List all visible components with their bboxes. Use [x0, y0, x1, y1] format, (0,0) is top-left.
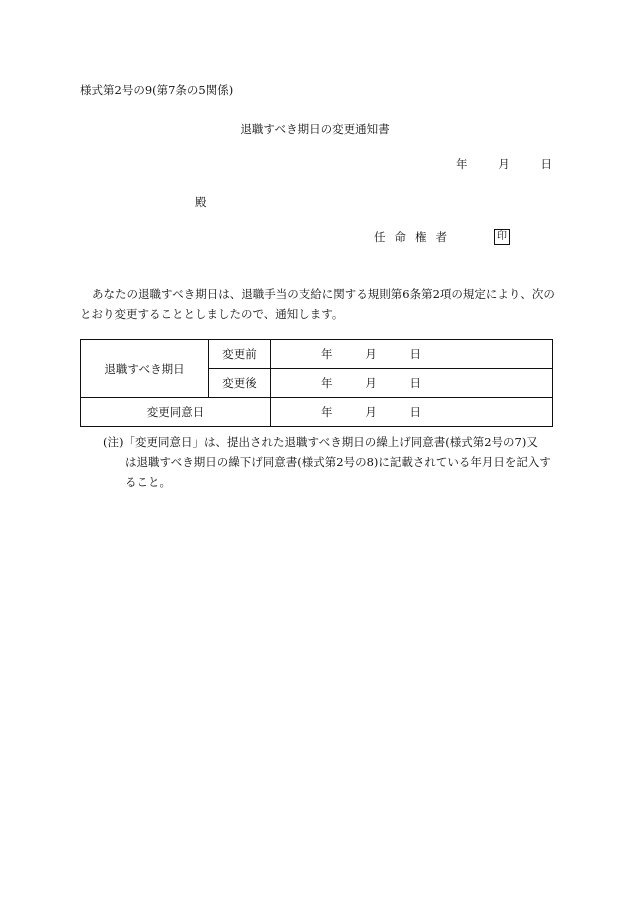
issue-date	[456, 156, 552, 172]
document-title: 退職すべき期日の変更通知書	[240, 122, 390, 136]
date-change-table	[80, 339, 553, 427]
note	[103, 432, 558, 492]
addressee-honorific: 殿	[195, 195, 207, 209]
year-label: 年	[321, 405, 333, 419]
issuer-title: 任命権者	[374, 230, 456, 244]
after-change-label: 変更後	[209, 369, 271, 398]
form-number: 様式第2号の9(第7条の5関係)	[80, 83, 234, 97]
note-first-line: (注)「変更同意日」は、提出された退職すべき期日の繰上げ同意書(様式第2号の7)又	[103, 435, 538, 449]
date-month-label: 月	[498, 157, 510, 171]
date-year-label: 年	[456, 157, 468, 171]
year-label: 年	[321, 347, 333, 361]
before-change-label: 変更前	[209, 340, 271, 369]
month-label: 月	[365, 347, 377, 361]
consent-date-label: 変更同意日	[81, 398, 271, 427]
table-row	[81, 398, 553, 427]
date-day-label: 日	[540, 157, 552, 171]
day-label: 日	[409, 376, 421, 390]
month-label: 月	[365, 405, 377, 419]
seal-mark: 印	[494, 229, 510, 245]
issuer-block	[374, 229, 510, 245]
after-change-date	[271, 369, 553, 398]
table-row	[81, 340, 553, 369]
month-label: 月	[365, 376, 377, 390]
day-label: 日	[409, 347, 421, 361]
day-label: 日	[409, 405, 421, 419]
retirement-date-label: 退職すべき期日	[81, 340, 209, 398]
consent-date	[271, 398, 553, 427]
year-label: 年	[321, 376, 333, 390]
notice-body: あなたの退職すべき期日は、退職手当の支給に関する規則第6条第2項の規定により、次のとおり変更することとしましたので、通知します。	[80, 287, 555, 321]
note-continuation: は退職すべき期日の繰下げ同意書(様式第2号の8)に記載されている年月日を記入すること。	[125, 455, 551, 489]
before-change-date	[271, 340, 553, 369]
